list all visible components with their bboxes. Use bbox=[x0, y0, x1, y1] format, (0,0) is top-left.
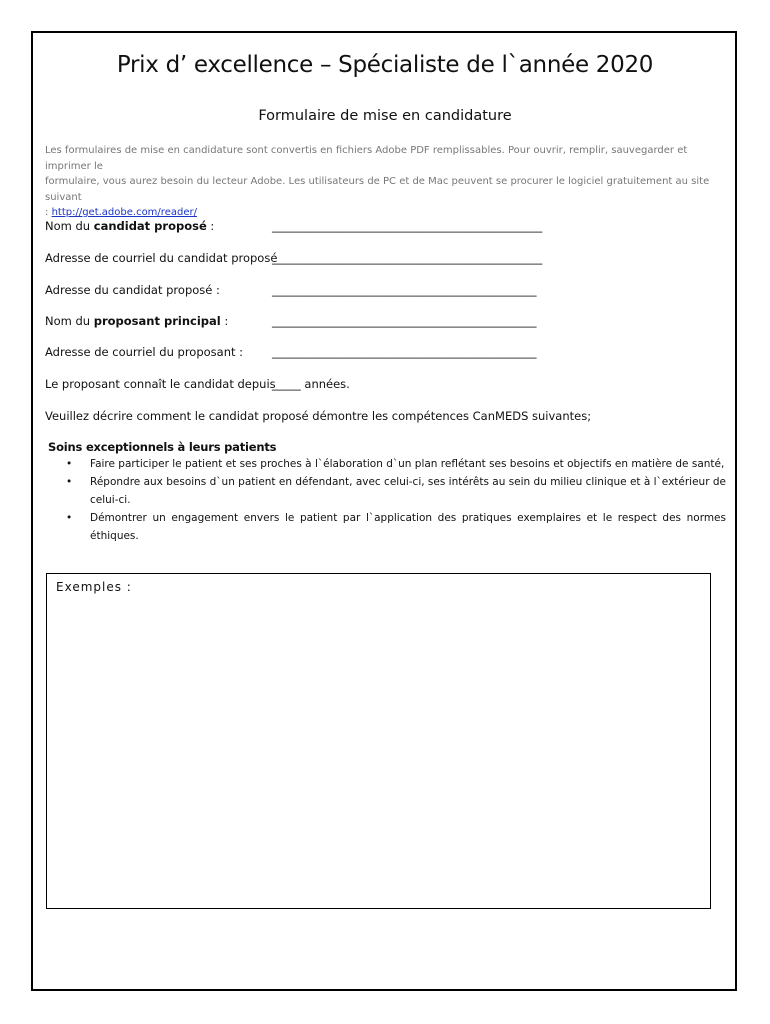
candidate-address-field[interactable]: ______________________________________________ bbox=[272, 283, 537, 297]
candidate-name-label: Nom du candidat proposé : bbox=[45, 219, 215, 233]
page-title: Prix d’ excellence – Spécialiste de l`année 2020 bbox=[116, 52, 654, 78]
intro-prefix: : bbox=[45, 207, 52, 218]
intro-paragraph bbox=[45, 143, 735, 221]
bullet-icon: • bbox=[66, 512, 73, 524]
bullet-icon: • bbox=[66, 476, 73, 488]
proposer-name-field[interactable]: ______________________________________________ bbox=[272, 314, 537, 328]
competency-list bbox=[60, 455, 726, 545]
examples-textarea[interactable] bbox=[46, 573, 711, 909]
years-known-label: Le proposant connaît le candidat depuis bbox=[45, 377, 276, 391]
years-known-suffix: années. bbox=[300, 377, 350, 391]
intro-line-2: formulaire, vous aurez besoin du lecteur Adobe. Les utilisateurs de PC et de Mac peuvent se procurer le logiciel gratuitement au site suivant bbox=[45, 176, 710, 203]
bullet-icon: • bbox=[66, 458, 73, 470]
list-item: • Répondre aux besoins d`un patient en défendant, avec celui-ci, ses intérêts au sein du milieu clinique et à l`extérieur de celui-ci. bbox=[60, 473, 726, 509]
candidate-email-label: Adresse de courriel du candidat proposé bbox=[45, 251, 278, 265]
years-known-field[interactable]: _____ bbox=[272, 377, 301, 391]
intro-line-1: Les formulaires de mise en candidature sont convertis en fichiers Adobe PDF remplissables. Pour ouvrir, remplir, sauvegarder et imprimer le bbox=[45, 145, 688, 172]
adobe-reader-link[interactable]: http://get.adobe.com/reader/ bbox=[51, 207, 197, 218]
proposer-name-label: Nom du proposant principal : bbox=[45, 314, 229, 328]
form-subtitle: Formulaire de mise en candidature bbox=[258, 108, 512, 124]
list-item: • Faire participer le patient et ses proches à l`élaboration d`un plan reflétant ses besoins et objectifs en matière de santé, bbox=[60, 455, 726, 473]
examples-label: Exemples : bbox=[56, 580, 132, 594]
candidate-address-label: Adresse du candidat proposé : bbox=[45, 283, 220, 297]
proposer-email-label: Adresse de courriel du proposant : bbox=[45, 345, 244, 359]
candidate-name-field[interactable]: _______________________________________________ bbox=[272, 219, 543, 233]
proposer-email-field[interactable]: ______________________________________________ bbox=[272, 345, 537, 359]
candidate-email-field[interactable]: _______________________________________________ bbox=[272, 251, 543, 265]
instructions-text: Veuillez décrire comment le candidat proposé démontre les compétences CanMEDS suivantes; bbox=[45, 409, 592, 423]
section-heading: Soins exceptionnels à leurs patients bbox=[48, 440, 277, 454]
list-item: • Démontrer un engagement envers le patient par l`application des pratiques exemplaires et le respect des normes éthiques. bbox=[60, 509, 726, 545]
years-known-row bbox=[272, 377, 350, 391]
